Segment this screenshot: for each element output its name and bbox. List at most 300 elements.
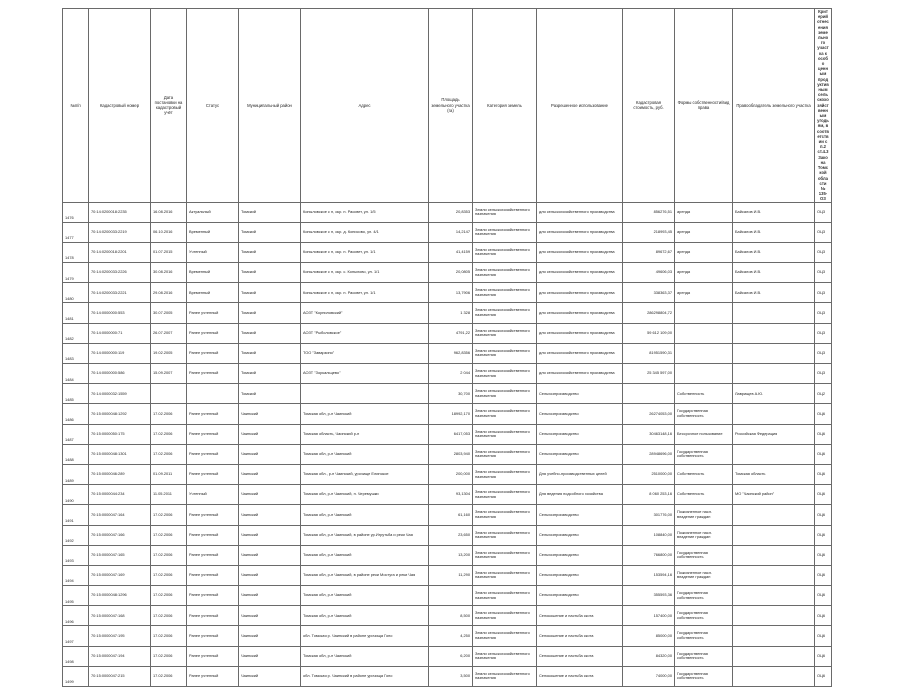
ownership-form-cell: Собственность	[675, 384, 733, 404]
criterion-cell: ОЦ3	[815, 263, 832, 283]
cadastral-number-cell: 70:15:0000047:168	[89, 606, 151, 626]
address-cell: Копыловское с п, окр. п. Рассвет, ул. 1/1	[301, 242, 429, 262]
permitted-use-cell: Для ведения подсобного хозяйства	[537, 485, 623, 505]
table-row	[63, 424, 832, 444]
district-cell: Томский	[239, 202, 301, 222]
owner-cell	[733, 364, 815, 384]
cadastral-number-cell: 70:14:0000000:71	[89, 323, 151, 343]
land-category-cell: Земли сельскохозяйственного назначения	[473, 464, 537, 484]
table-row	[63, 283, 832, 303]
cadastral-number-cell: 70:14:0000000:586	[89, 364, 151, 384]
header-cell: №п/п	[63, 9, 89, 203]
permitted-use-cell: для сельскохозяйственного производства	[537, 283, 623, 303]
permitted-use-cell: Сельхозпроизводство	[537, 565, 623, 585]
row-number-cell: 1487	[63, 424, 89, 444]
cadastral-cost-cell: 286298804,72	[623, 303, 675, 323]
row-number-cell: 1497	[63, 626, 89, 646]
district-cell: Чаинский	[239, 606, 301, 626]
status-cell: Ранее учтенный	[187, 525, 239, 545]
district-cell: Чаинский	[239, 545, 301, 565]
cadastral-number-cell: 70:14:0200033:2219	[89, 222, 151, 242]
address-cell: Томская обл, р-н Чаинский, в районе реки Мостуга и реки Чая	[301, 565, 429, 585]
criterion-cell: ОЦ3	[815, 222, 832, 242]
ownership-form-cell: Собственность	[675, 485, 733, 505]
owner-cell: Российская Федерация	[733, 424, 815, 444]
row-number-cell: 1479	[63, 263, 89, 283]
district-cell: Чаинский	[239, 485, 301, 505]
criterion-cell: ОЦ3	[815, 242, 832, 262]
row-number-cell: 1477	[63, 222, 89, 242]
district-cell: Томский	[239, 242, 301, 262]
land-category-cell: Земли сельскохозяйственного назначения	[473, 222, 537, 242]
row-number-cell: 1496	[63, 606, 89, 626]
criterion-cell: ОЦ6	[815, 646, 832, 666]
row-number-cell: 1494	[63, 565, 89, 585]
table-row	[63, 323, 832, 343]
address-cell: Томская обл, р-н Чаинский	[301, 646, 429, 666]
land-category-cell: Земли сельскохозяйственного назначения	[473, 323, 537, 343]
owner-cell: Байсалов И.В.	[733, 263, 815, 283]
row-number-cell: 1490	[63, 485, 89, 505]
header-row	[63, 9, 832, 203]
address-cell: обл. Томская р. Чаинский в районе урочища Гоно	[301, 666, 429, 686]
owner-cell	[733, 444, 815, 464]
registration-date-cell: 17.02.2006	[151, 525, 187, 545]
cadastral-cost-cell: 2510000,00	[623, 464, 675, 484]
owner-cell: Байсалов И.В.	[733, 222, 815, 242]
cadastral-cost-cell	[623, 384, 675, 404]
criterion-cell: ОЦ6	[815, 444, 832, 464]
owner-cell	[733, 323, 815, 343]
area-cell: 13,200	[429, 545, 473, 565]
address-cell: Томская обл, р-н Чаинский	[301, 606, 429, 626]
row-number-cell: 1485	[63, 384, 89, 404]
area-cell: 23,650	[429, 525, 473, 545]
permitted-use-cell: для сельскохозяйственного производства	[537, 303, 623, 323]
table-row	[63, 606, 832, 626]
address-cell: Томская область, Чаинский р-н	[301, 424, 429, 444]
ownership-form-cell: Пожизненное насл. владение граждан	[675, 525, 733, 545]
permitted-use-cell: Сенокошение и пастьба скота	[537, 646, 623, 666]
district-cell: Чаинский	[239, 444, 301, 464]
address-cell: Копыловское с п, окр. п. Рассвет, ул. 1/1	[301, 283, 429, 303]
cadastral-cost-cell: 338363,37	[623, 283, 675, 303]
ownership-form-cell: Государственная собственность	[675, 586, 733, 606]
ownership-form-cell: Пожизненное насл. владение граждан	[675, 505, 733, 525]
district-cell: Томский	[239, 263, 301, 283]
table-row	[63, 565, 832, 585]
status-cell: Ранее учтенный	[187, 565, 239, 585]
registration-date-cell: 30.07.2005	[151, 303, 187, 323]
cadastral-cost-cell: 81951590,31	[623, 343, 675, 363]
status-cell	[187, 384, 239, 404]
criterion-cell: ОЦ6	[815, 666, 832, 686]
area-cell: 200,000	[429, 464, 473, 484]
table-row	[63, 364, 832, 384]
row-number-cell: 1493	[63, 545, 89, 565]
header-cell: Категория земель	[473, 9, 537, 203]
row-number-cell: 1489	[63, 464, 89, 484]
criterion-cell: ОЦ6	[815, 485, 832, 505]
ownership-form-cell: Пожизненное насл. владение граждан	[675, 565, 733, 585]
district-cell: Томский	[239, 303, 301, 323]
table-row	[63, 666, 832, 686]
ownership-form-cell: Государственная собственность	[675, 444, 733, 464]
permitted-use-cell: Для учебно-производственных целей	[537, 464, 623, 484]
registration-date-cell: 17.02.2006	[151, 444, 187, 464]
registration-date-cell: 15.09.2007	[151, 364, 187, 384]
criterion-cell: ОЦ3	[815, 323, 832, 343]
district-cell: Томский	[239, 323, 301, 343]
address-cell: АОЗТ "Рыболовское"	[301, 323, 429, 343]
address-cell: Томская обл., р-н Чаинский, урочище Елинское	[301, 464, 429, 484]
address-cell: Копыловское с п, окр. п. Рассвет, ул. 1/5	[301, 202, 429, 222]
registration-date-cell: 17.02.2006	[151, 404, 187, 424]
area-cell: 20,0805	[429, 263, 473, 283]
area-cell: 20,8353	[429, 202, 473, 222]
table-body	[63, 202, 832, 687]
owner-cell	[733, 565, 815, 585]
area-cell: 962,8356	[429, 343, 473, 363]
permitted-use-cell: Сельхозпроизводство	[537, 505, 623, 525]
area-cell: 1 328	[429, 303, 473, 323]
permitted-use-cell: для сельскохозяйственного производства	[537, 202, 623, 222]
district-cell: Чаинский	[239, 464, 301, 484]
permitted-use-cell: для сельскохозяйственного производства	[537, 323, 623, 343]
status-cell: Ранее учтенный	[187, 364, 239, 384]
address-cell: АОЗТ "Зоркальцево"	[301, 364, 429, 384]
cadastral-number-cell: 70:15:0000050:175	[89, 424, 151, 444]
registration-date-cell: 16.08.2016	[151, 202, 187, 222]
status-cell: Ранее учтенный	[187, 464, 239, 484]
owner-cell	[733, 525, 815, 545]
criterion-cell: ОЦ6	[815, 505, 832, 525]
cadastral-number-cell: 70:15:0000044:234	[89, 485, 151, 505]
table-row	[63, 444, 832, 464]
status-cell: Ранее учтенный	[187, 586, 239, 606]
status-cell: Актуальный	[187, 202, 239, 222]
ownership-form-cell: Собственность	[675, 464, 733, 484]
registration-date-cell	[151, 384, 187, 404]
header-cell: Правообладатель земельного участка	[733, 9, 815, 203]
owner-cell	[733, 666, 815, 686]
address-cell: Копыловское с п, окр. д. Кописово, ул. 4/1	[301, 222, 429, 242]
row-number-cell: 1482	[63, 323, 89, 343]
registration-date-cell: 17.02.2006	[151, 505, 187, 525]
table-row	[63, 646, 832, 666]
owner-cell: Лаврищев А.Ю.	[733, 384, 815, 404]
row-number-cell: 1480	[63, 283, 89, 303]
area-cell: 2803,940	[429, 444, 473, 464]
district-cell: Чаинский	[239, 505, 301, 525]
status-cell: Ранее учтенный	[187, 343, 239, 363]
ownership-form-cell: аренда	[675, 222, 733, 242]
owner-cell	[733, 505, 815, 525]
row-number-cell: 1486	[63, 404, 89, 424]
status-cell: Ранее учтенный	[187, 444, 239, 464]
criterion-cell: ОЦ6	[815, 464, 832, 484]
table-row	[63, 222, 832, 242]
area-cell: 13,7906	[429, 283, 473, 303]
land-category-cell: Земли сельскохозяйственного назначения	[473, 343, 537, 363]
permitted-use-cell: Сенокошение и пастьба скота	[537, 606, 623, 626]
ownership-form-cell	[675, 303, 733, 323]
district-cell: Чаинский	[239, 565, 301, 585]
address-cell: Томская обл, р-н Чаинский, в районе ур.Игрутьба и реки Чая	[301, 525, 429, 545]
owner-cell	[733, 626, 815, 646]
registration-date-cell: 01.07.2015	[151, 242, 187, 262]
land-category-cell: Земли сельскохозяйственного назначения	[473, 202, 537, 222]
owner-cell	[733, 343, 815, 363]
land-category-cell: Земли сельскохозяйственного назначения	[473, 626, 537, 646]
row-number-cell: 1476	[63, 202, 89, 222]
table-row	[63, 384, 832, 404]
permitted-use-cell: Сенокошение и пастьба скота	[537, 666, 623, 686]
cadastral-number-cell: 70:14:0000000:553	[89, 303, 151, 323]
land-plots-table	[62, 8, 832, 687]
area-cell: 30,700	[429, 384, 473, 404]
criterion-cell: ОЦ3	[815, 364, 832, 384]
cadastral-cost-cell: 25 345 597,00	[623, 364, 675, 384]
registration-date-cell: 29.08.2016	[151, 283, 187, 303]
header-cell: Формы собственности/вид права	[675, 9, 733, 203]
ownership-form-cell: аренда	[675, 242, 733, 262]
status-cell: Учтенный	[187, 485, 239, 505]
ownership-form-cell: аренда	[675, 283, 733, 303]
district-cell: Чаинский	[239, 586, 301, 606]
address-cell: АОЗТ "Корниловский"	[301, 303, 429, 323]
status-cell: Ранее учтенный	[187, 323, 239, 343]
cadastral-number-cell: 70:15:0000047:194	[89, 646, 151, 666]
cadastral-cost-cell: 28948696,00	[623, 444, 675, 464]
status-cell: Ранее учтенный	[187, 666, 239, 686]
area-cell: 14,2147	[429, 222, 473, 242]
table-row	[63, 545, 832, 565]
area-cell: 8,500	[429, 606, 473, 626]
cadastral-number-cell: 70:15:0000048:1301	[89, 444, 151, 464]
criterion-cell: ОЦ3	[815, 283, 832, 303]
area-cell: 6,200	[429, 646, 473, 666]
registration-date-cell: 11.05.2011	[151, 485, 187, 505]
cadastral-cost-cell: 856276,51	[623, 202, 675, 222]
criterion-cell: ОЦ6	[815, 606, 832, 626]
owner-cell: Байсалов И.В.	[733, 242, 815, 262]
permitted-use-cell: Сельхозпроизводство	[537, 404, 623, 424]
permitted-use-cell: Сельхозпроизводство	[537, 384, 623, 404]
registration-date-cell: 17.02.2006	[151, 545, 187, 565]
permitted-use-cell: Сельхозпроизводство	[537, 586, 623, 606]
area-cell: 18992,170	[429, 404, 473, 424]
row-number-cell: 1484	[63, 364, 89, 384]
status-cell: Ранее учтенный	[187, 303, 239, 323]
permitted-use-cell: для сельскохозяйственного производства	[537, 242, 623, 262]
land-category-cell: Земли сельскохозяйственного назначения	[473, 505, 537, 525]
owner-cell	[733, 545, 815, 565]
status-cell: Временный	[187, 263, 239, 283]
land-category-cell: Земли сельскохозяйственного назначения	[473, 364, 537, 384]
area-cell: 2 044	[429, 364, 473, 384]
table-row	[63, 263, 832, 283]
land-category-cell: Земли сельскохозяйственного назначения	[473, 404, 537, 424]
land-category-cell: Земли сельскохозяйственного назначения	[473, 646, 537, 666]
header-cell: Площадь земельного участка (га)	[429, 9, 473, 203]
header-cell: Муниципальный район	[239, 9, 301, 203]
registration-date-cell: 19.02.2005	[151, 343, 187, 363]
land-category-cell: Земли сельскохозяйственного назначения	[473, 545, 537, 565]
land-category-cell: Земли сельскохозяйственного назначения	[473, 666, 537, 686]
cadastral-number-cell: 70:14:0200018:2201	[89, 242, 151, 262]
cadastral-number-cell: 70:15:0000047:169	[89, 565, 151, 585]
address-cell: Томская обл, р-н Чаинский	[301, 545, 429, 565]
address-cell: Томская обл, р-н Чаинский	[301, 444, 429, 464]
cadastral-cost-cell: 89672,67	[623, 242, 675, 262]
criterion-cell: ОЦ6	[815, 586, 832, 606]
ownership-form-cell	[675, 323, 733, 343]
header-cell: Дата постановки на кадастровый учёт	[151, 9, 187, 203]
status-cell: Учтенный	[187, 242, 239, 262]
status-cell: Временный	[187, 283, 239, 303]
land-registry-sheet	[62, 8, 831, 687]
land-category-cell: Земли сельскохозяйственного назначения	[473, 444, 537, 464]
cadastral-cost-cell: 301776,00	[623, 505, 675, 525]
criterion-cell: ОЦ3	[815, 343, 832, 363]
ownership-form-cell: Бессрочное пользование	[675, 424, 733, 444]
cadastral-number-cell: 70:14:0200033:2226	[89, 263, 151, 283]
district-cell: Чаинский	[239, 646, 301, 666]
table-row	[63, 242, 832, 262]
owner-cell: Байсалов И.В.	[733, 202, 815, 222]
table-row	[63, 525, 832, 545]
district-cell: Томский	[239, 343, 301, 363]
cadastral-cost-cell: 8 060 253,16	[623, 485, 675, 505]
permitted-use-cell: Сенокошение и пастьба скота	[537, 626, 623, 646]
ownership-form-cell: Государственная собственность	[675, 646, 733, 666]
ownership-form-cell	[675, 343, 733, 363]
status-cell: Ранее учтенный	[187, 646, 239, 666]
cadastral-cost-cell: 157400,00	[623, 606, 675, 626]
cadastral-number-cell: 70:15:0000047:165	[89, 545, 151, 565]
header-cell: Статус	[187, 9, 239, 203]
land-category-cell: Земли сельскохозяйственного назначения	[473, 485, 537, 505]
land-category-cell: Земли сельскохозяйственного назначения	[473, 384, 537, 404]
cadastral-cost-cell: 49606,03	[623, 263, 675, 283]
cadastral-number-cell: 70:14:0200033:2221	[89, 283, 151, 303]
cadastral-number-cell: 70:15:0000047:164	[89, 505, 151, 525]
land-category-cell: Земли сельскохозяйственного назначения	[473, 424, 537, 444]
district-cell: Томский	[239, 222, 301, 242]
status-cell: Ранее учтенный	[187, 606, 239, 626]
cadastral-number-cell: 70:15:0000048:1292	[89, 404, 151, 424]
status-cell: Ранее учтенный	[187, 505, 239, 525]
header-cell: Разрешенное использование	[537, 9, 623, 203]
land-category-cell: Земли сельскохозяйственного назначения	[473, 303, 537, 323]
criterion-cell: ОЦ2	[815, 384, 832, 404]
land-category-cell: Земли сельскохозяйственного назначения	[473, 263, 537, 283]
district-cell: Чаинский	[239, 424, 301, 444]
registration-date-cell: 17.02.2006	[151, 626, 187, 646]
cadastral-cost-cell: 85000,00	[623, 626, 675, 646]
land-category-cell: Земли сельскохозяйственного назначения	[473, 242, 537, 262]
owner-cell: МО "Чаинский район"	[733, 485, 815, 505]
registration-date-cell: 17.02.2006	[151, 565, 187, 585]
address-cell: Томская обл, р-н Чаинский	[301, 404, 429, 424]
table-row	[63, 303, 832, 323]
district-cell: Чаинский	[239, 626, 301, 646]
land-category-cell: Земли сельскохозяйственного назначения	[473, 565, 537, 585]
permitted-use-cell: Сельхозпроизводство	[537, 444, 623, 464]
registration-date-cell: 26.07.2007	[151, 323, 187, 343]
table-row	[63, 626, 832, 646]
permitted-use-cell: для сельскохозяйственного производства	[537, 364, 623, 384]
area-cell: 11,290	[429, 565, 473, 585]
cadastral-number-cell: 70:15:0000047:195	[89, 626, 151, 646]
status-cell: Временный	[187, 222, 239, 242]
registration-date-cell: 17.02.2006	[151, 646, 187, 666]
registration-date-cell: 17.02.2006	[151, 424, 187, 444]
table-row	[63, 202, 832, 222]
row-number-cell: 1491	[63, 505, 89, 525]
cadastral-cost-cell: 59 612 109,00	[623, 323, 675, 343]
table-row	[63, 485, 832, 505]
table-row	[63, 464, 832, 484]
cadastral-cost-cell: 766800,00	[623, 545, 675, 565]
permitted-use-cell: Сельхозпроизводство	[537, 424, 623, 444]
owner-cell	[733, 586, 815, 606]
registration-date-cell: 17.02.2006	[151, 606, 187, 626]
header-cell: Кадастровый номер	[89, 9, 151, 203]
land-category-cell: Земли сельскохозяйственного назначения	[473, 586, 537, 606]
cadastral-cost-cell: 153594,16	[623, 565, 675, 585]
cadastral-number-cell: 70:14:0000000:119	[89, 343, 151, 363]
permitted-use-cell: Сельхозпроизводство	[537, 545, 623, 565]
criterion-cell: ОЦ3	[815, 303, 832, 323]
cadastral-number-cell: 70:15:0000048:1296	[89, 586, 151, 606]
district-cell: Томский	[239, 364, 301, 384]
ownership-form-cell: Государственная собственность	[675, 606, 733, 626]
row-number-cell: 1499	[63, 666, 89, 686]
criterion-cell: ОЦ3	[815, 202, 832, 222]
cadastral-cost-cell: 108840,00	[623, 525, 675, 545]
cadastral-number-cell: 70:15:0000047:215	[89, 666, 151, 686]
criterion-cell: ОЦ6	[815, 626, 832, 646]
permitted-use-cell: для сельскохозяйственного производства	[537, 343, 623, 363]
district-cell: Чаинский	[239, 666, 301, 686]
row-number-cell: 1488	[63, 444, 89, 464]
area-cell: 6417,053	[429, 424, 473, 444]
table-row	[63, 343, 832, 363]
header-cell: Кадастровая стоимость, руб.	[623, 9, 675, 203]
owner-cell: Томская область	[733, 464, 815, 484]
ownership-form-cell: Государственная собственность	[675, 545, 733, 565]
area-cell: 4,250	[429, 626, 473, 646]
area-cell: 3,500	[429, 666, 473, 686]
table-row	[63, 404, 832, 424]
status-cell: Ранее учтенный	[187, 626, 239, 646]
registration-date-cell: 01.09.2011	[151, 464, 187, 484]
cadastral-cost-cell: 84320,00	[623, 646, 675, 666]
cadastral-cost-cell: 30463148,16	[623, 424, 675, 444]
criterion-cell: ОЦ6	[815, 404, 832, 424]
ownership-form-cell	[675, 364, 733, 384]
land-category-cell: Земли сельскохозяйственного назначения	[473, 606, 537, 626]
owner-cell	[733, 646, 815, 666]
status-cell: Ранее учтенный	[187, 424, 239, 444]
cadastral-number-cell: 70:15:0000047:166	[89, 525, 151, 545]
cadastral-number-cell: 70:15:0000046:289	[89, 464, 151, 484]
address-cell: Томская обл, р-н Чаинский	[301, 505, 429, 525]
cadastral-cost-cell: 26274053,00	[623, 404, 675, 424]
district-cell: Чаинский	[239, 404, 301, 424]
